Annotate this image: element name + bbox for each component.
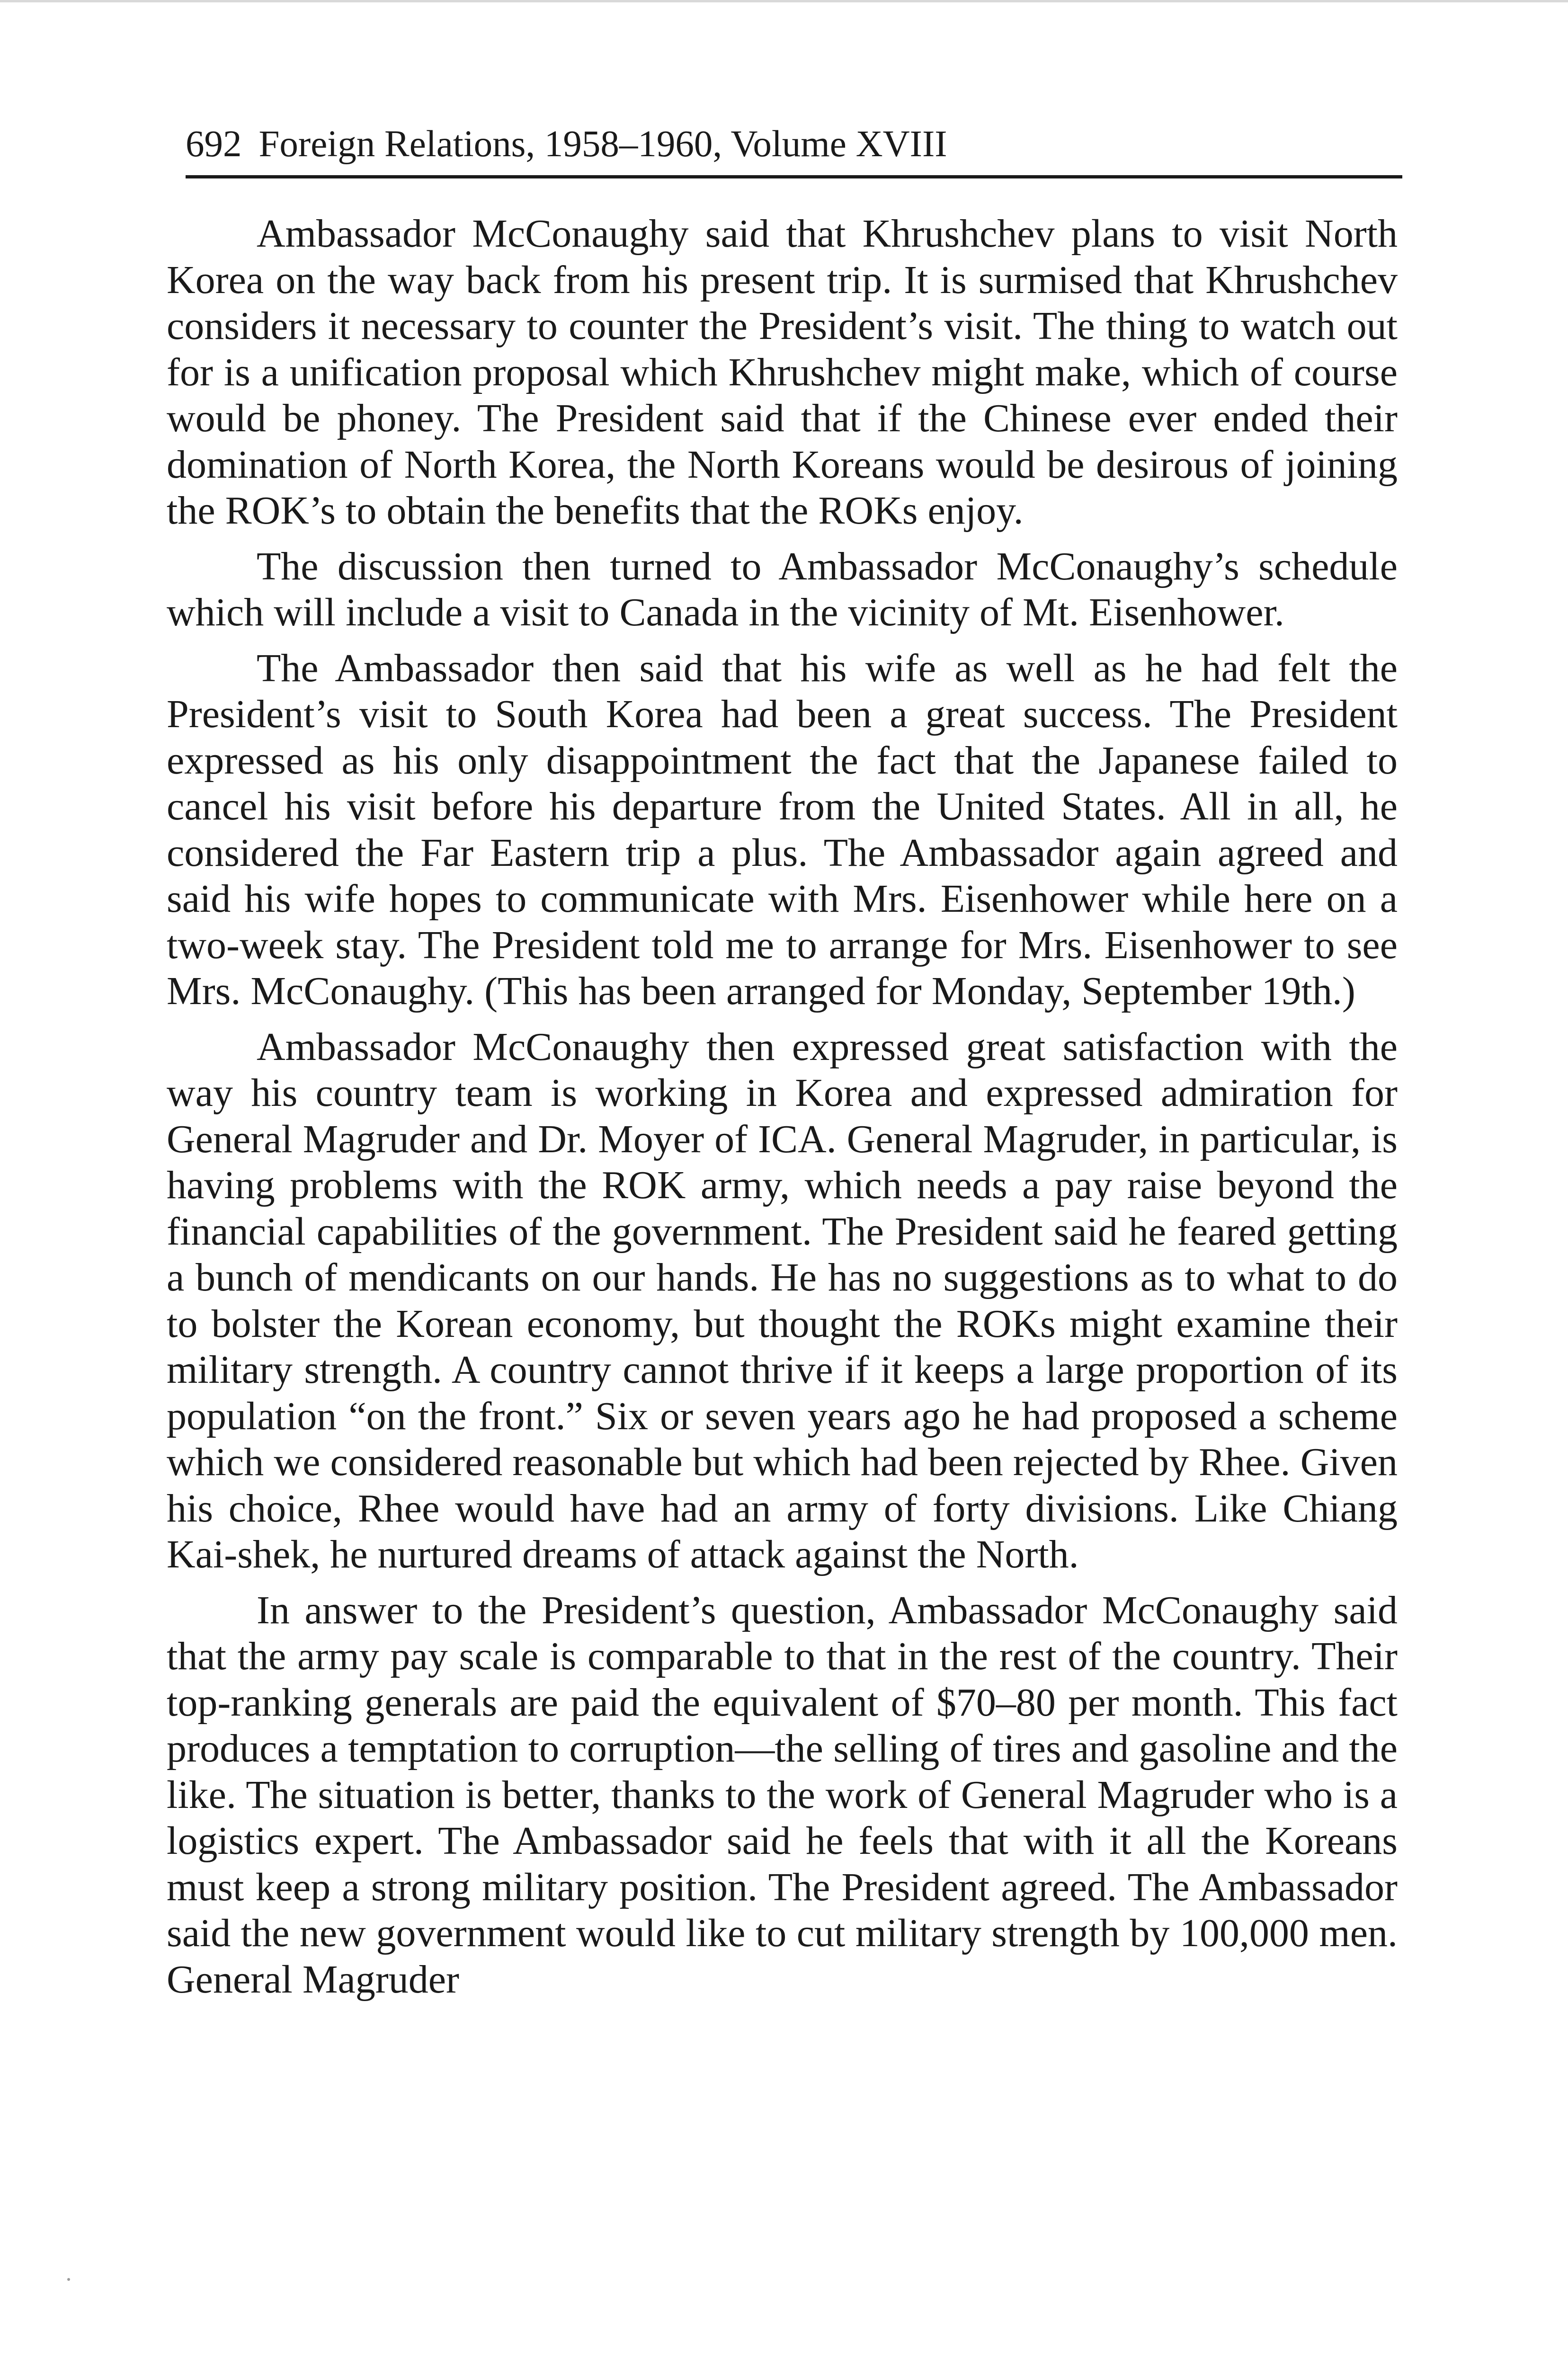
page-number: 692 bbox=[186, 124, 242, 165]
paragraph-khrushchev-visit: Ambassador McConaughy said that Khrushchev plans to visit North Korea on the way back from his present trip. It is surmised that Khrushchev considers it necessary to counter the President’s visit. The thing to watch out for is a unification proposal which Khrushchev might make, which of course would be phoney. The President said that if the Chinese ever ended their domination of North Korea, the North Koreans would be desirous of joining the ROK’s to obtain the benefits that the ROKs enjoy. bbox=[167, 212, 1398, 533]
paragraph-schedule: The discussion then turned to Ambassador McConaughy’s schedule which will include a visit to Canada in the vicinity of Mt. Eisenhower. bbox=[167, 544, 1398, 634]
header-rule bbox=[186, 175, 1402, 178]
scan-speck bbox=[67, 2278, 70, 2281]
series-title: Foreign Relations, 1958–1960, Volume XVIII bbox=[258, 124, 947, 165]
paragraph-country-team: Ambassador McConaughy then expressed great satisfaction with the way his country team is working in Korea and expressed admiration for General Magruder and Dr. Moyer of ICA. General Magruder, in particular, is having problems with the ROK army, which needs a pay raise beyond the financial capabilities of the government. The President said he feared getting a bunch of mendicants on our hands. He has no suggestions as to what to do to bolster the Korean economy, but thought the ROKs might examine their military strength. A country cannot thrive if it keeps a large proportion of its population “on the front.” Six or seven years ago he had proposed a scheme which we considered reasonable but which had been rejected by Rhee. Given his choice, Rhee would have had an army of forty divisions. Like Chiang Kai-shek, he nurtured dreams of attack against the North. bbox=[167, 1024, 1398, 1576]
body-text bbox=[167, 211, 1398, 2012]
scan-edge-line bbox=[0, 0, 1568, 2]
paragraph-army-pay: In answer to the President’s question, Ambassador McConaughy said that the army pay scale is comparable to that in the rest of the country. Their top-ranking generals are paid the equivalent of $70–80 per month. This fact produces a temptation to corruption—the selling of tires and gasoline and the like. The situation is better, thanks to the work of General Magruder who is a logistics expert. The Ambassador said he feels that with it all the Koreans must keep a strong military position. The President agreed. The Ambassador said the new government would like to cut military strength by 100,000 men. General Magruder bbox=[167, 1588, 1398, 2002]
paragraph-korea-visit: The Ambassador then said that his wife as well as he had felt the President’s visit to South Korea had been a great success. The President expressed as his only disappointment the fact that the Japanese failed to cancel his visit before his departure from the United States. All in all, he considered the Far Eastern trip a plus. The Ambassador again agreed and said his wife hopes to communicate with Mrs. Eisenhower while here on a two-week stay. The President told me to arrange for Mrs. Eisenhower to see Mrs. McConaughy. (This has been arranged for Monday, September 19th.) bbox=[167, 646, 1398, 1013]
running-header bbox=[186, 118, 1402, 170]
